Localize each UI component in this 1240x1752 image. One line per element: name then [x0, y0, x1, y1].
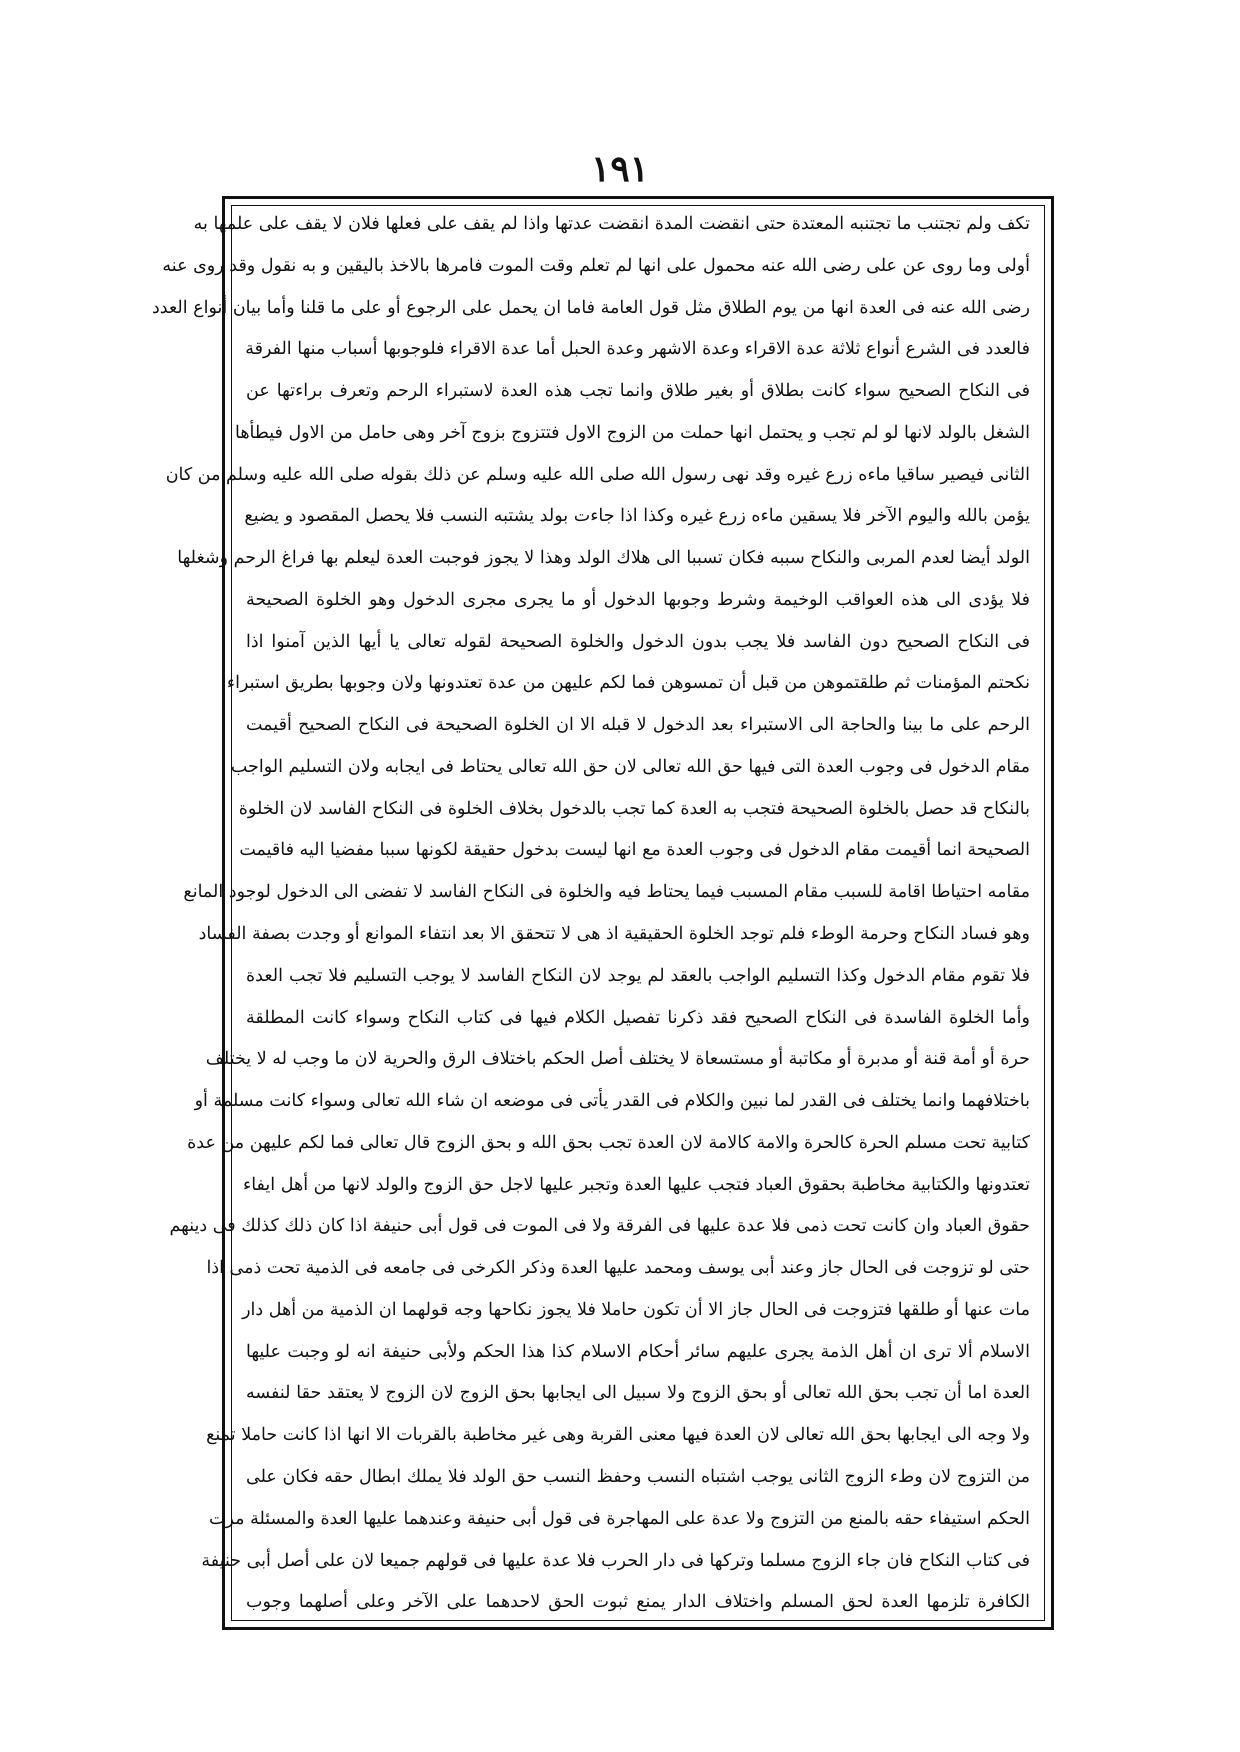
text-line: نكحتم المؤمنات ثم طلقتموهن من قبل أن تمسوهن فما لكم عليهن من عدة تعتدونها ولان وجوبها بطريق استبراء: [226, 673, 1030, 694]
text-line: الرحم على ما بينا والحاجة الى الاستبراء بعد الدخول لا قبله الا ان الخلوة الصحيحة فى النكاح الصحيح أقيمت: [246, 715, 1030, 736]
text-line: بالنكاح قد حصل بالخلوة الصحيحة فتجب به العدة كما تجب بالدخول بخلاف الخلوة فى النكاح الفاسد لان الخلوة: [238, 798, 1030, 819]
text-line: فالعدد فى الشرع أنواع ثلاثة عدة الاقراء وعدة الاشهر وعدة الحبل أما عدة الاقراء فلوجوبها أسباب منها الفرقة: [245, 339, 1030, 360]
text-line: مقامه احتياطا اقامة للسبب مقام المسبب فيما يحتاط فيه والخلوة فى النكاح الفاسد لا تفضى الى الدخول لوجود المانع: [183, 882, 1030, 903]
body-text: [152, 214, 1030, 1613]
text-line: الصحيحة انما أقيمت مقام الدخول فى وجوب العدة مع انها ليست بدخول حقيقة لكونها سببا مفضيا اليه فاقيمت: [239, 840, 1030, 861]
text-line: ولا وجه الى ايجابها بحق الله تعالى لان العدة فيها معنى القربة وهى غير مخاطبة بالقربات الا انها اذا كانت حاملا تمنع: [206, 1425, 1030, 1446]
page-number: ١٩١: [590, 148, 649, 190]
text-line: حرة أو أمة قنة أو مدبرة أو مكاتبة أو مستسعاة لا يختلف أصل الحكم باختلاف الرق والحرية لان ما وجب له لا يختلف: [205, 1049, 1030, 1070]
text-line: رضى الله عنه فى العدة انها من يوم الطلاق مثل قول العامة فاما ان يحمل على الرجوع أو على ما قلنا وأما بيان أنواع العدد: [152, 297, 1030, 318]
text-line: وهو فساد النكاح وحرمة الوطء فلم توجد الخلوة الحقيقية اذ هى لا تتحقق الا بعد انتفاء الموانع أو وجدت بصفة الفساد: [198, 924, 1030, 945]
text-line: الحكم استيفاء حقه بالمنع من التزوج ولا عدة على المهاجرة فى قول أبى حنيفة وعندهما عليها العدة والمسئلة مرت: [209, 1508, 1030, 1529]
text-frame: [152, 196, 1054, 1630]
text-line: الكافرة تلزمها العدة لحق المسلم واختلاف الدار يمنع ثبوت الحق لاحدهما على الآخر وعلى أصلهما وجوب: [246, 1592, 1030, 1613]
text-line: وأما الخلوة الفاسدة فى النكاح الصحيح فقد ذكرنا تفصيل الكلام فيها فى كتاب النكاح وسواء كانت المطلقة: [246, 1007, 1030, 1028]
text-line: أولى وما روى عن على رضى الله عنه محمول على انها لم تعلم وقت الموت فامرها بالاخذ باليقين و به نقول وقد روى عنه: [162, 255, 1030, 276]
text-line: تكف ولم تجتنب ما تجتنبه المعتدة حتى انقضت المدة انقضت عدتها واذا لم يقف على فعلها فلان لا يقف على علمها به: [193, 214, 1030, 234]
text-line: مقام الدخول فى وجوب العدة التى فيها حق الله تعالى لان حق الله تعالى يحتاط فى ايجابه ولان التسليم الواجب: [230, 756, 1030, 777]
text-line: الولد أيضا لعدم المربى والنكاح سببه فكان تسببا الى هلاك الولد وهذا لا يجوز فوجبت العدة ليعلم بها فراغ الرحم وشغلها: [177, 548, 1030, 569]
text-line: فى النكاح الصحيح دون الفاسد فلا يجب بدون الدخول والخلوة الصحيحة لقوله تعالى يا أيها الذين آمنوا اذا: [246, 631, 1030, 652]
text-line: فلا يؤدى الى هذه العواقب الوخيمة وشرط وجوبها الدخول أو ما يجرى مجرى الدخول وهو الخلوة الصحيحة: [246, 589, 1030, 610]
text-line: كتابية تحت مسلم الحرة كالحرة والامة كالامة لان العدة تجب بحق الله و بحق الزوج قال تعالى فما لكم عليهن من عدة: [187, 1132, 1030, 1153]
text-line: الثانى فيصير ساقيا ماءه زرع غيره وقد نهى رسول الله صلى الله عليه وسلم عن ذلك بقوله صلى الله عليه وسلم من كان: [165, 464, 1030, 485]
text-line: الشغل بالولد لانها لو لم تجب و يحتمل انها حملت من الزوج الاول فتتزوج بزوج آخر وهى حامل من الاول فيطأها: [235, 422, 1030, 443]
text-line: باختلافهما وانما يختلف فى القدر لما نبين والكلام فى القدر يأتى فى موضعه ان شاء الله تعالى وسواء كانت مسلمة أو: [194, 1091, 1030, 1112]
text-line: حقوق العباد وان كانت تحت ذمى فلا عدة عليها فى الفرقة ولا فى الموت فى قول أبى حنيفة اذا كان ذلك كذلك فى دينهم: [169, 1216, 1030, 1237]
text-line: مات عنها أو طلقها فتزوجت فى الحال جاز الا أن تكون حاملا فلا يجوز نكاحها وجه قولهما ان الذمية من أهل دار: [242, 1299, 1030, 1320]
text-line: فى كتاب النكاح فان جاء الزوج مسلما وتركها فى دار الحرب فلا عدة عليها فى قولهم جميعا لان على أصل أبى حنيفة: [201, 1550, 1030, 1571]
text-line: العدة اما أن تجب بحق الله تعالى أو بحق الزوج ولا سبيل الى ايجابها بحق الزوج لان الزوج لا يعتقد حقا لنفسه: [246, 1383, 1030, 1404]
text-line: يؤمن بالله واليوم الآخر فلا يسقين ماءه زرع غيره وكذا اذا جاءت بولد يشتبه النسب فلا يحصل المقصود و يضيع: [244, 506, 1030, 527]
text-line: تعتدونها والكتابية مخاطبة بحقوق العباد فتجب عليها العدة وتجبر عليها لاجل حق الزوج والولد لانها من أهل ايفاء: [243, 1174, 1030, 1195]
text-line: الاسلام ألا ترى ان أهل الذمة يجرى عليهم سائر أحكام الاسلام كذا هذا الحكم ولأبى حنيفة انه لو وجبت عليها: [246, 1341, 1030, 1362]
text-frame-inner-border: [152, 205, 1045, 1621]
text-line: فى النكاح الصحيح سواء كانت بطلاق أو بغير طلاق وانما تجب هذه العدة لاستبراء الرحم وتعرف براءتها عن: [246, 381, 1030, 402]
text-line: من التزوج لان وطء الزوج الثانى يوجب اشتباه النسب وحفظ النسب حق الولد فلا يملك ابطال حقه فكان على: [246, 1466, 1030, 1487]
text-line: حتى لو تزوجت فى الحال جاز وعند أبى يوسف ومحمد عليها العدة وذكر الكرخى فى جامعه فى الذمية تحت ذمى اذا: [206, 1258, 1030, 1279]
text-line: فلا تقوم مقام الدخول وكذا التسليم الواجب بالعقد لم يوجد لان النكاح الفاسد لا يوجب التسليم فلا تجب العدة: [246, 965, 1030, 986]
